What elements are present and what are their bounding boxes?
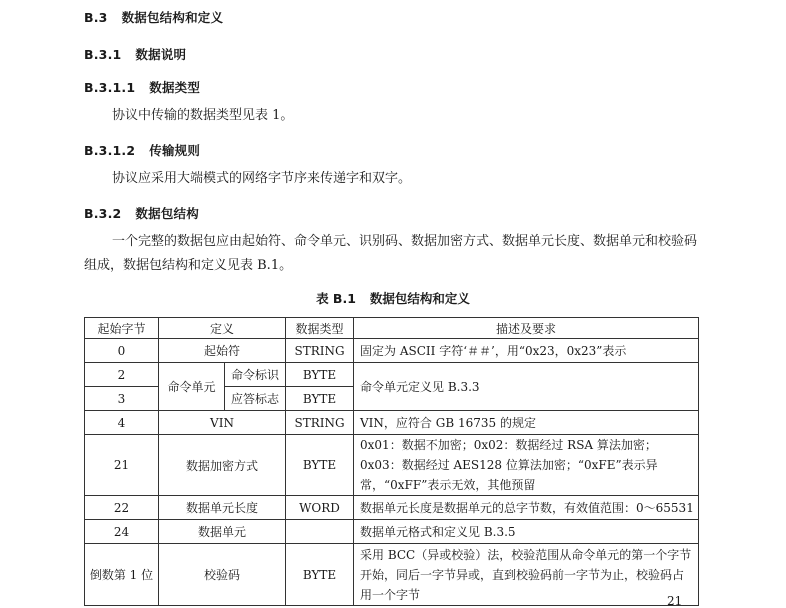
cell-description: 0x01：数据不加密；0x02：数据经过 RSA 算法加密；0x03：数据经过 AES128 位算法加密；“0xFE”表示异常，“0xFF”表示无效，其他预留: [354, 435, 699, 496]
paragraph-transfer-rule: 协议应采用大端模式的网络字节序来传递字和双字。: [112, 171, 412, 186]
table-row: [85, 339, 699, 363]
cell-description: 固定为 ASCII 字符‘＃＃’，用“0x23，0x23”表示: [354, 339, 699, 363]
cell-group-command-unit: 命令单元: [159, 363, 225, 411]
heading-b311: [84, 78, 200, 96]
cell-definition: 数据单元: [159, 520, 286, 544]
cell-type: STRING: [286, 339, 354, 363]
cell-definition: 起始符: [159, 339, 286, 363]
cell-description: 数据单元格式和定义见 B.3.5: [354, 520, 699, 544]
cell-start: 4: [85, 411, 159, 435]
heading-b312: [84, 141, 200, 159]
cell-type: STRING: [286, 411, 354, 435]
table-row: [85, 411, 699, 435]
table-caption-number: 表 B.1: [316, 291, 356, 306]
cell-sub-definition: 应答标志: [225, 387, 286, 411]
heading-number: B.3.1.2: [84, 143, 136, 158]
cell-start: 2: [85, 363, 159, 387]
table-row: [85, 496, 699, 520]
cell-definition: 校验码: [159, 544, 286, 606]
cell-start: 24: [85, 520, 159, 544]
table-row: [85, 520, 699, 544]
cell-type: BYTE: [286, 387, 354, 411]
heading-title: 传输规则: [149, 143, 201, 158]
paragraph-packet-structure: 一个完整的数据包应由起始符、命令单元、识别码、数据加密方式、数据单元长度、数据单元和校验码组成，数据包结构和定义见表 B.1。: [84, 234, 698, 273]
header-definition: 定义: [159, 318, 286, 339]
cell-definition: VIN: [159, 411, 286, 435]
heading-title: 数据说明: [135, 47, 187, 62]
cell-description: 采用 BCC（异或校验）法，校验范围从命令单元的第一个字节开始，同后一字节异或，直到校验码前一字节为止，校验码占用一个字节: [354, 544, 699, 606]
cell-type: BYTE: [286, 363, 354, 387]
header-description: 描述及要求: [354, 318, 699, 339]
heading-number: B.3: [84, 10, 108, 25]
heading-number: B.3.1.1: [84, 80, 136, 95]
cell-start: 0: [85, 339, 159, 363]
paragraph-data-types: 协议中传输的数据类型见表 1。: [112, 108, 294, 123]
heading-number: B.3.1: [84, 47, 122, 62]
heading-b3: [84, 8, 223, 26]
heading-title: 数据包结构和定义: [121, 10, 224, 25]
cell-type: [286, 520, 354, 544]
header-start-byte: 起始字节: [85, 318, 159, 339]
cell-start: 22: [85, 496, 159, 520]
table-row: [85, 544, 699, 606]
heading-title: 数据类型: [149, 80, 201, 95]
page-number: 21: [667, 594, 683, 608]
heading-number: B.3.2: [84, 206, 122, 221]
cell-description: VIN，应符合 GB 16735 的规定: [354, 411, 699, 435]
heading-title: 数据包结构: [135, 206, 199, 221]
table-row: [85, 435, 699, 496]
table-row: [85, 363, 699, 387]
cell-type: BYTE: [286, 435, 354, 496]
packet-structure-table: [84, 317, 699, 606]
cell-sub-definition: 命令标识: [225, 363, 286, 387]
cell-start: 21: [85, 435, 159, 496]
cell-definition: 数据加密方式: [159, 435, 286, 496]
cell-definition: 数据单元长度: [159, 496, 286, 520]
table-caption: [0, 289, 786, 307]
cell-type: WORD: [286, 496, 354, 520]
heading-b31: [84, 45, 186, 63]
table-header-row: [85, 318, 699, 339]
cell-start: 倒数第 1 位: [85, 544, 159, 606]
cell-type: BYTE: [286, 544, 354, 606]
cell-description: 命令单元定义见 B.3.3: [354, 363, 699, 411]
cell-start: 3: [85, 387, 159, 411]
cell-description: 数据单元长度是数据单元的总字节数，有效值范围：0～65531: [354, 496, 699, 520]
heading-b32: [84, 204, 199, 222]
table-caption-title: 数据包结构和定义: [369, 291, 470, 306]
header-data-type: 数据类型: [286, 318, 354, 339]
